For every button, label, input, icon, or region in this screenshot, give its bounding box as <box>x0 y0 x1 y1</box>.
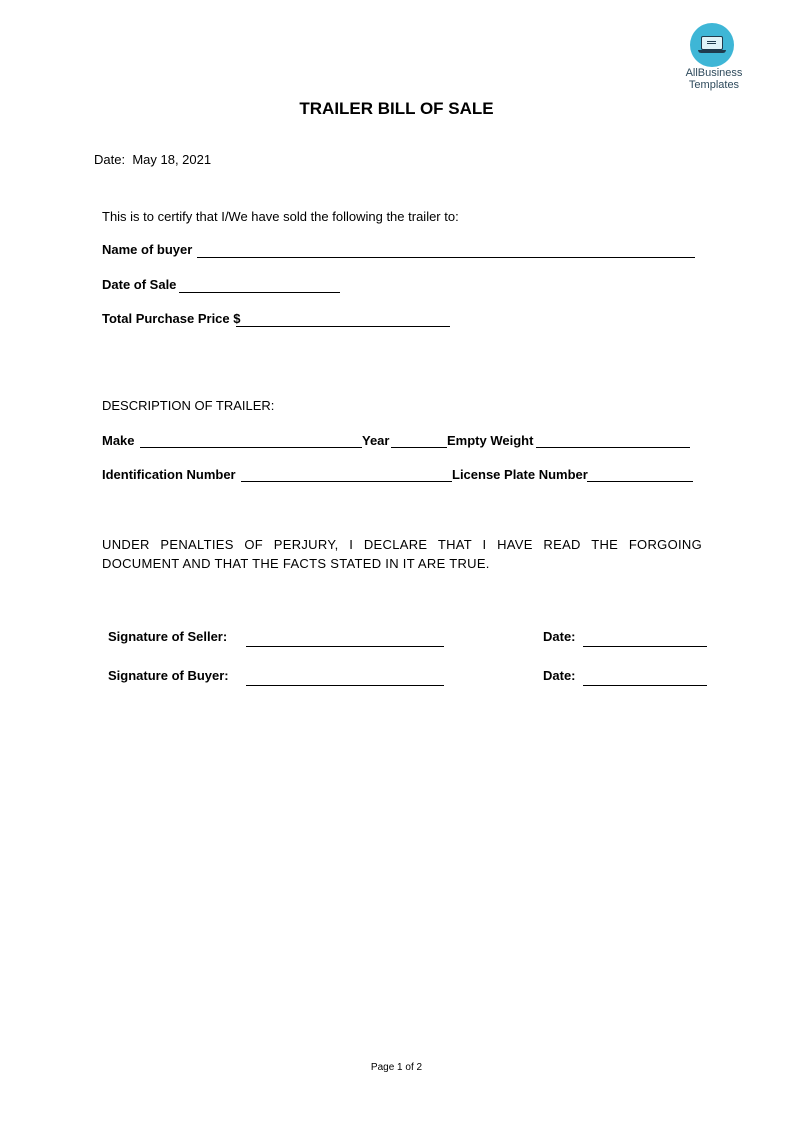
empty-weight-label: Empty Weight <box>447 433 534 448</box>
total-price-field[interactable] <box>236 326 450 327</box>
date-of-sale-label: Date of Sale <box>102 277 177 292</box>
buyer-name-field[interactable] <box>197 257 695 258</box>
empty-weight-field[interactable] <box>536 447 690 448</box>
logo-icon <box>690 23 734 67</box>
date-value: May 18, 2021 <box>132 152 212 167</box>
buyer-signature-field[interactable] <box>246 685 444 686</box>
declaration-text: UNDER PENALTIES OF PERJURY, I DECLARE THAT I HAVE READ THE FORGOING DOCUMENT AND THAT THE FACTS STATED IN IT ARE TRUE. <box>102 537 702 571</box>
seller-signature-field[interactable] <box>246 646 444 647</box>
total-price-label: Total Purchase Price $ <box>102 311 241 326</box>
identification-number-field[interactable] <box>241 481 452 482</box>
year-field[interactable] <box>391 447 447 448</box>
page-title: TRAILER BILL OF SALE <box>299 99 494 118</box>
buyer-date-label: Date: <box>543 668 576 683</box>
logo-line-2: Templates <box>688 79 740 91</box>
logo-text <box>670 67 758 91</box>
logo-line-1: AllBusiness <box>685 67 743 79</box>
buyer-signature-label: Signature of Buyer: <box>108 668 229 683</box>
seller-date-label: Date: <box>543 629 576 644</box>
license-plate-field[interactable] <box>587 481 693 482</box>
intro-text: This is to certify that I/We have sold the following the trailer to: <box>102 209 459 224</box>
buyer-name-label: Name of buyer <box>102 242 193 257</box>
date-line <box>94 152 211 167</box>
date-of-sale-field[interactable] <box>179 292 340 293</box>
page-number: Page 1 of 2 <box>370 1062 423 1073</box>
laptop-base <box>698 50 726 53</box>
seller-signature-label: Signature of Seller: <box>108 629 228 644</box>
make-field[interactable] <box>140 447 362 448</box>
buyer-date-field[interactable] <box>583 685 707 686</box>
make-label: Make <box>102 433 135 448</box>
license-plate-label: License Plate Number <box>452 467 588 482</box>
date-label: Date: <box>94 152 126 167</box>
identification-number-label: Identification Number <box>102 467 236 482</box>
seller-date-field[interactable] <box>583 646 707 647</box>
description-heading: DESCRIPTION OF TRAILER: <box>102 398 275 413</box>
year-label: Year <box>362 433 390 448</box>
laptop-icon <box>701 36 723 50</box>
